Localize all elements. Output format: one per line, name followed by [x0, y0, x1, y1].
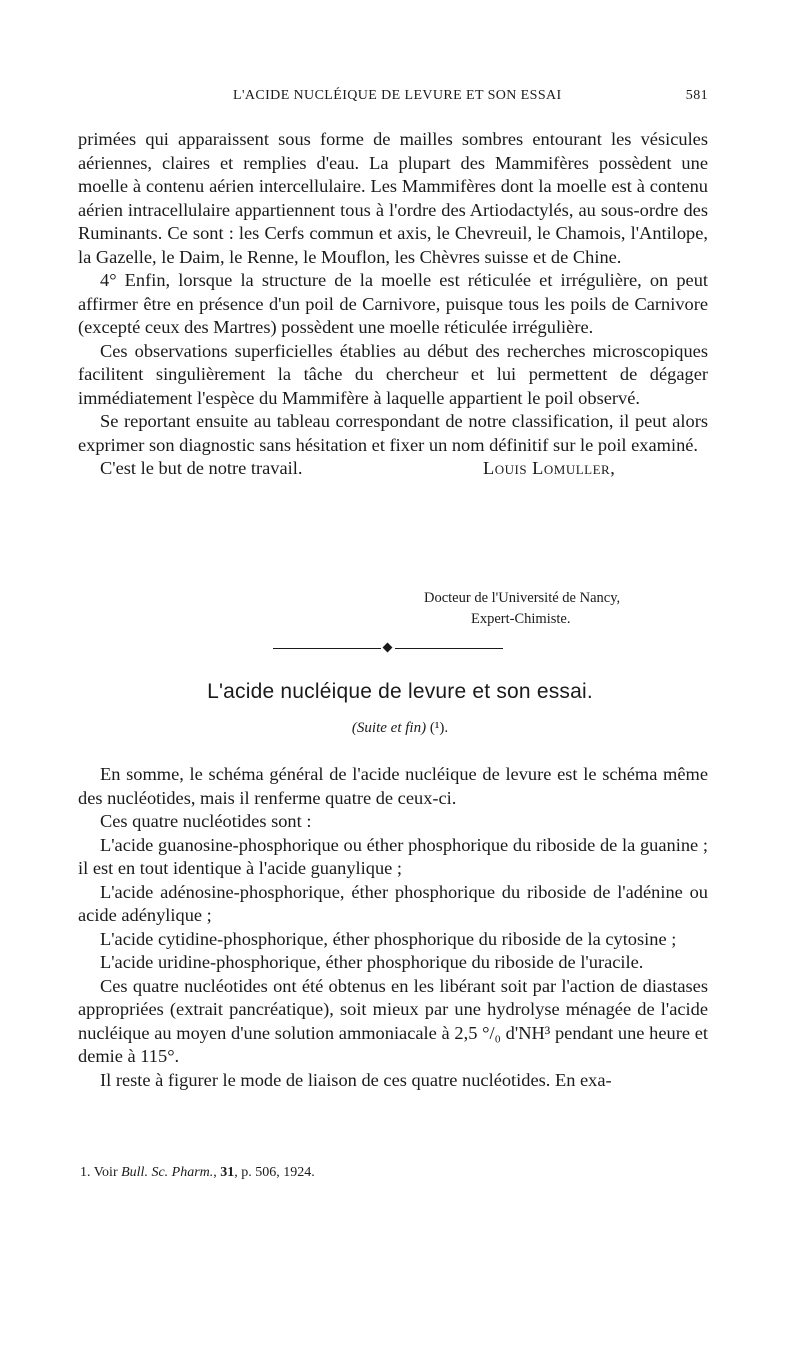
running-title: L'ACIDE NUCLÉIQUE DE LEVURE ET SON ESSAI	[233, 88, 562, 103]
subtitle-text: (Suite et fin)	[351, 720, 427, 736]
footnote: 1. Voir Bull. Sc. Pharm., 31, p. 506, 1924.	[80, 1165, 315, 1180]
footnote-volume: 31	[220, 1165, 235, 1180]
author-profession: Expert-Chimiste.	[471, 611, 571, 627]
article-title: L'acide nucléique de levure et son essai.	[207, 680, 593, 703]
footnote-rest: , p. 506, 1924.	[234, 1165, 315, 1180]
paragraph: Ces quatre nucléotides ont été obtenus en les libérant soit par l'action de diastases appropriées (extrait pancréatique), soit mieux par une hydrolyse ménagée de l'acide nucléique au moyen d'une solution ammoniacale à 2,5 °/₀ d'NH³ pendant une heure et demie à 115°.	[78, 975, 708, 1066]
closing-sentence: C'est le but de notre travail.	[100, 458, 303, 478]
paragraph: En somme, le schéma général de l'acide nucléique de levure est le schéma même des nucléotides, mais il renferme quatre de ceux-ci.	[78, 764, 708, 808]
footnote-journal: Bull. Sc. Pharm.	[121, 1165, 214, 1180]
closing-line	[78, 457, 708, 481]
footnote-lead: Voir	[93, 1165, 118, 1180]
article-body	[78, 763, 708, 1092]
separator-line-right	[395, 648, 503, 649]
author-affiliation: Docteur de l'Université de Nancy,	[424, 590, 621, 606]
paragraph: L'acide uridine-phosphorique, éther phosphorique du riboside de l'uracile.	[100, 952, 644, 972]
paragraph: Ces quatre nucléotides sont :	[100, 811, 312, 831]
article-subtitle	[0, 720, 800, 737]
previous-article-text	[78, 128, 708, 481]
paragraph: Ces observations superficielles établies au début des recherches microscopiques facilitent singulièrement la tâche du chercheur et lui permettent de dégager immédiatement l'espèce du Mammifère à laquelle appartient le poil observé.	[78, 340, 708, 408]
paragraph: primées qui apparaissent sous forme de mailles sombres entourant les vésicules aériennes, claires et remplies d'eau. La plupart des Mammifères possèdent une moelle à contenu aérien intercellulaire. Les Mammifères dont la moelle est à contenu aérien intracellulaire appartiennent tous à l'ordre des Artiodactylés, au sous-ordre des Ruminants. Ce sont : les Cerfs commun et axis, le Chevreuil, le Chamois, l'Antilope, la Gazelle, le Daim, le Renne, le Mouflon, les Chèvres suisse et de Chine.	[78, 129, 708, 267]
section-separator	[273, 644, 503, 654]
separator-line-left	[273, 648, 381, 649]
paragraph: L'acide cytidine-phosphorique, éther phosphorique du riboside de la cytosine ;	[100, 928, 677, 949]
footnote-reference: (¹).	[429, 720, 449, 736]
paragraph: L'acide adénosine-phosphorique, éther phosphorique du riboside de l'adénine ou acide adénylique ;	[78, 881, 708, 925]
page-number: 581	[685, 88, 708, 103]
paragraph: Il reste à figurer le mode de liaison de ces quatre nucléotides. En exa-	[100, 1069, 612, 1090]
footnote-number: 1.	[80, 1165, 91, 1180]
paragraph: 4° Enfin, lorsque la structure de la moelle est réticulée et irrégulière, on peut affirmer être en présence d'un poil de Carnivore, puisque tous les poils de Carnivore (excepté ceux des Martres) possèdent une moelle réticulée irrégulière.	[78, 270, 708, 337]
paragraph: Se reportant ensuite au tableau correspondant de notre classification, il peut alors exprimer son diagnostic sans hésitation et fixer un nom définitif sur le poil examiné.	[78, 411, 708, 455]
author-name: Louis Lomuller,	[483, 458, 616, 478]
diamond-ornament-icon	[383, 643, 393, 653]
paragraph: L'acide guanosine-phosphorique ou éther phosphorique du riboside de la guanine ; il est en tout identique à l'acide guanylique ;	[78, 834, 708, 878]
